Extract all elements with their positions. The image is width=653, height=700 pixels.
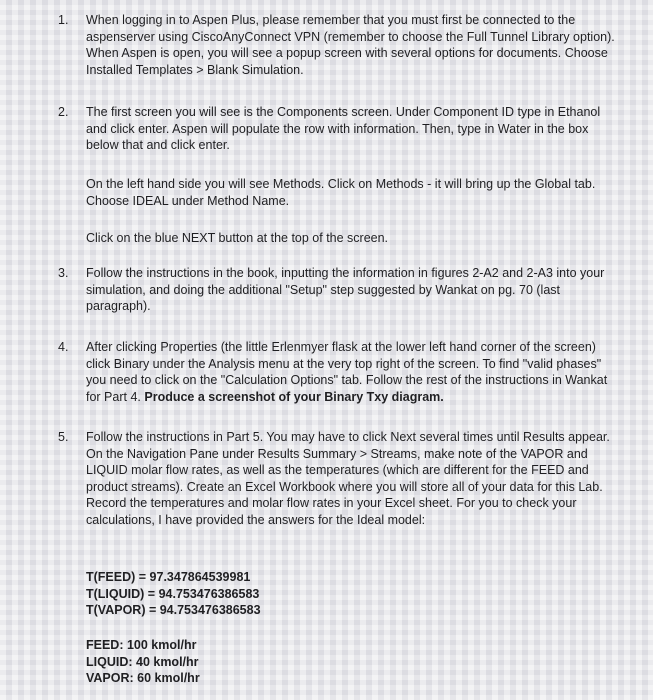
item-text	[86, 339, 616, 405]
item-text: Follow the instructions in Part 5. You may have to click Next several times until Results appear. On the Navigation Pane under Results Summary > Streams, make note of the VAPOR and LIQUID molar flow rates, as well as the temperatures (which are different for the FEED and product streams). Create an Excel Workbook where you will store all of your data for this Lab. Record the temperatures and molar flow rates in your Excel sheet. For you to check your calculations, I have provided the answers for the Ideal model:	[86, 430, 610, 527]
item-number: 1.	[58, 13, 69, 27]
item-number: 5.	[58, 430, 69, 444]
temperature-results	[86, 569, 616, 619]
flow-liquid: LIQUID: 40 kmol/hr	[86, 654, 199, 669]
item-number: 4.	[58, 340, 69, 354]
item-text-bold: Produce a screenshot of your Binary Txy diagram.	[144, 389, 444, 404]
item-subparagraph-methods: On the left hand side you will see Methods. Click on Methods - it will bring up the Global tab. Choose IDEAL under Method Name.	[86, 177, 596, 208]
temperature-vapor: T(VAPOR) = 94.753476386583	[86, 603, 261, 617]
item-text-plain: After clicking Properties (the little Erlenmyer flask at the lower left hand corner of the screen) click Binary under the Analysis menu at the very top right of the screen. To find "valid phases" you need to click on the "Calculation Options" tab. Follow the rest of the instructions in Wankat for Part 4.	[86, 340, 608, 404]
temperature-feed: T(FEED) = 97.347864539981	[86, 570, 251, 584]
item-text: Follow the instructions in the book, inputting the information in figures 2-A2 and 2-A3 into your simulation, and doing the additional "Setup" step suggested by Wankat on pg. 70 (last paragraph).	[86, 266, 605, 313]
item-number: 2.	[58, 105, 69, 119]
item-text: When logging in to Aspen Plus, please remember that you must first be connected to the aspenserver using CiscoAnyConnect VPN (remember to choose the Full Tunnel Library option). When Aspen is open, you will see a popup screen with several options for documents. Choose Installed Templates > Blank Simulation.	[86, 13, 615, 77]
flow-vapor: VAPOR: 60 kmol/hr	[86, 671, 200, 685]
flow-rate-results	[86, 637, 616, 687]
item-number: 3.	[58, 266, 69, 280]
item-subparagraph-next: Click on the blue NEXT button at the top of the screen.	[86, 231, 389, 245]
flow-feed: FEED: 100 kmol/hr	[86, 638, 197, 652]
temperature-liquid: T(LIQUID) = 94.753476386583	[86, 586, 260, 601]
item-text: The first screen you will see is the Components screen. Under Component ID type in Ethanol and click enter. Aspen will populate the row with information. Then, type in Water in the box below that and click enter.	[86, 105, 601, 152]
